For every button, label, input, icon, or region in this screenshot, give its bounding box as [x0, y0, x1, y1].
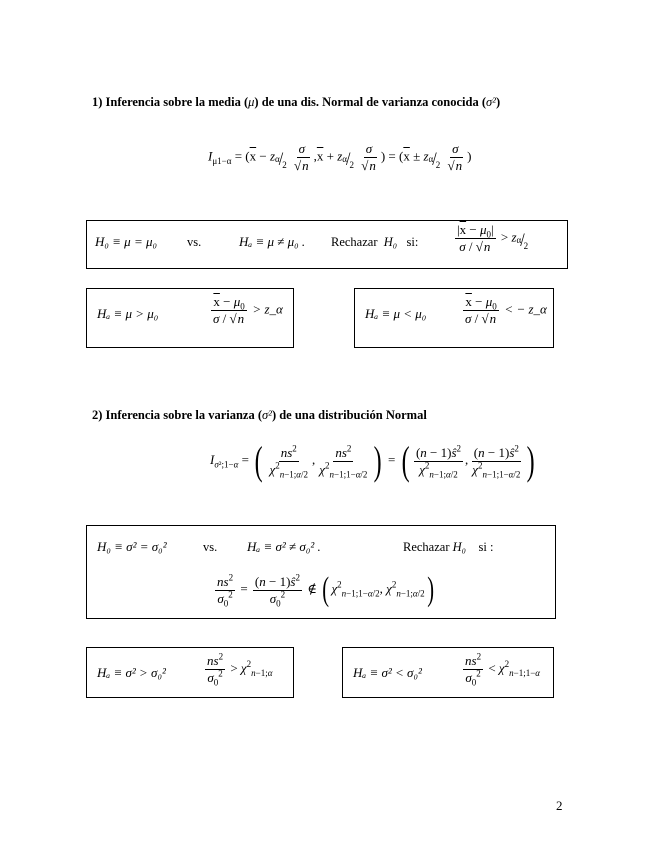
variance-confidence-interval: $I_{\sigma^2;1-\alpha}$ = ( $\frac{ns^2}{\chi^2_{n-1;\alpha/2}}$ , $\frac{ns^2}{\chi^2_{n-1;1-\alpha/2}}$ ) = ( $\frac{(n - 1)ŝ^2}{\chi^2_{n-1;\alpha/2}}$ , $\frac{(n - 1)ŝ^2}{\chi^2_{n-1;1-\alpha/2}}$ )	[210, 438, 536, 483]
ha-mean-less: Hₐ ≡ μ < μ₀	[365, 306, 427, 321]
ci-subscript: μ1−α	[212, 156, 232, 167]
heading-text: )	[495, 95, 501, 109]
mean-two-sided-test-box	[86, 220, 568, 269]
mu-symbol: μ	[248, 95, 255, 109]
ha-mean-greater: Hₐ ≡ μ > μ₀	[97, 306, 159, 321]
mean-right-tailed-box	[86, 288, 294, 348]
mean-two-sided-statistic: $\frac{|\overline{x} - \mu_0|}{\sigma / √n}$ > zα/2	[457, 222, 529, 254]
vs-label: vs.	[203, 540, 218, 554]
variance-two-sided-test-box	[86, 525, 556, 619]
mean-confidence-interval: $I_{\mu 1-\alpha} = (\overline{x} - z\alpha/2$ $\frac{\sigma}{√n}$ $,\overline{x} + z\alpha/2$ $\frac{\sigma}{√n}$ ) = ($\overline{x} \pm z\alpha/2$ $\frac{\sigma}{√n}$ )	[208, 141, 472, 173]
heading-text: 2) Inferencia sobre la varianza (	[92, 408, 263, 422]
ha-variance-two-sided: Hₐ ≡ σ² ≠ σ₀² .	[247, 539, 321, 554]
mean-right-statistic: $\frac{\overline{x} - \mu_0}{\sigma / √n}$ > z_α	[213, 294, 283, 326]
page-number: 2	[556, 798, 563, 813]
h0-mean: H₀ ≡ μ = μ₀	[95, 234, 158, 249]
reject-label: Rechazar H₀ si :	[403, 540, 494, 554]
vs-label: vs.	[187, 235, 202, 249]
variance-two-sided-statistic: $\frac{ns^2}{\sigma_0^2}$ = $\frac{(n - 1)ŝ^2}{\sigma_0^2}$ ∉ ( $\chi^2_{n-1;1-\alpha/2}$, $\chi^2_{n-1;\alpha/2}$)	[217, 571, 434, 609]
ha-variance-less: Hₐ ≡ σ² < σ₀²	[353, 665, 422, 680]
h0-variance: H₀ ≡ σ² = σ₀²	[97, 539, 167, 554]
mean-left-statistic: $\frac{\overline{x} - \mu_0}{\sigma / √n}$ < − z_α	[465, 294, 547, 326]
variance-right-statistic: $\frac{ns^2}{\sigma_0^2}$ > $\chi^2_{n-1;\alpha}$	[207, 651, 273, 688]
sigma2-symbol: σ²	[262, 408, 272, 422]
ha-variance-greater: Hₐ ≡ σ² > σ₀²	[97, 665, 166, 680]
heading-text: ) de una distribución Normal	[271, 408, 427, 422]
ci-label: I	[208, 148, 213, 164]
mean-left-tailed-box	[354, 288, 554, 348]
variance-right-tailed-box	[86, 647, 294, 698]
reject-label: Rechazar H₀ si:	[331, 235, 419, 249]
sigma2-symbol: σ²	[486, 95, 496, 109]
heading-text: 1) Inferencia sobre la media (	[92, 95, 249, 109]
section2-heading	[92, 408, 427, 423]
section1-heading	[92, 95, 500, 110]
variance-left-statistic: $\frac{ns^2}{\sigma_0^2}$ < $\chi^2_{n-1;1-\alpha}$	[465, 651, 541, 688]
ha-mean-two-sided: Hₐ ≡ μ ≠ μ₀ .	[239, 234, 306, 249]
variance-left-tailed-box	[342, 647, 554, 698]
heading-text: ) de una dis. Normal de varianza conocida (	[254, 95, 487, 109]
